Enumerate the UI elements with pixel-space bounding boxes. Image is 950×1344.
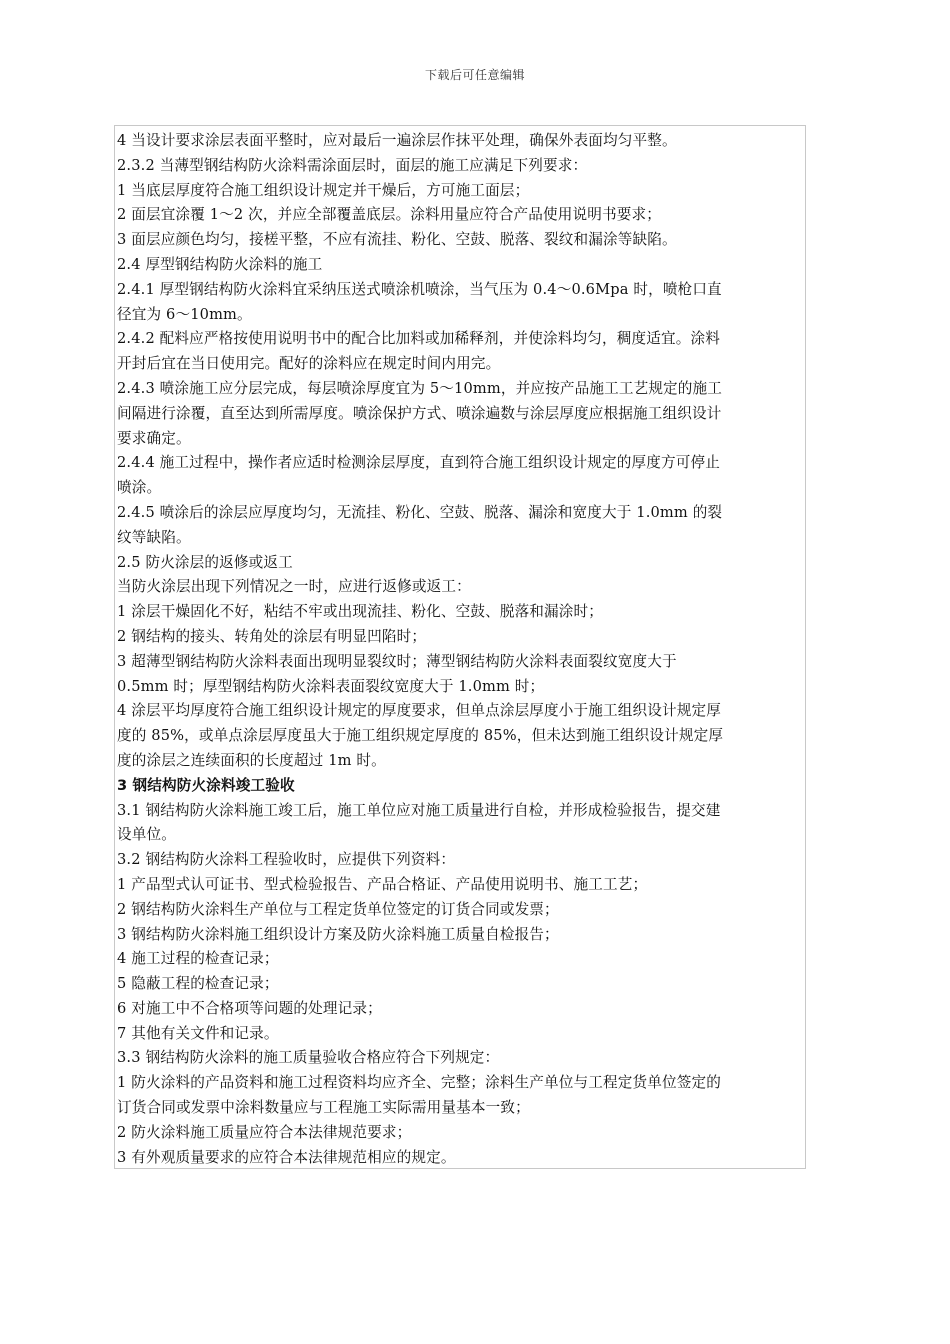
text-line: 7 其他有关文件和记录。 xyxy=(117,1024,279,1042)
text-line: 4 涂层平均厚度符合施工组织设计规定的厚度要求，但单点涂层厚度小于施工组织设计规定厚 xyxy=(117,702,721,720)
text-line: 订货合同或发票中涂料数量应与工程施工实际需用量基本一致； xyxy=(117,1099,530,1117)
text-line: 喷涂。 xyxy=(117,479,162,497)
text-line: 1 产品型式认可证书、型式检验报告、产品合格证、产品使用说明书、施工工艺； xyxy=(117,875,648,893)
text-line: 2 钢结构的接头、转角处的涂层有明显凹陷时； xyxy=(117,627,427,645)
text-line: 2 钢结构防火涂料生产单位与工程定货单位签定的订货合同或发票； xyxy=(117,900,559,918)
text-line: 3.2 钢结构防火涂料工程验收时，应提供下列资料： xyxy=(117,851,456,869)
text-line: 2.5 防火涂层的返修或返工 xyxy=(117,553,293,571)
text-line: 3 超薄型钢结构防火涂料表面出现明显裂纹时；薄型钢结构防火涂料表面裂纹宽度大于 xyxy=(117,652,677,670)
text-line: 设单位。 xyxy=(117,826,176,844)
text-line: 1 当底层厚度符合施工组织设计规定并干燥后，方可施工面层； xyxy=(117,181,530,199)
text-line: 4 施工过程的检查记录； xyxy=(117,950,279,968)
text-line: 0.5mm 时；厚型钢结构防火涂料表面裂纹宽度大于 1.0mm 时； xyxy=(117,677,545,695)
text-line: 2.4.4 施工过程中，操作者应适时检测涂层厚度，直到符合施工组织设计规定的厚度方可停止 xyxy=(117,454,720,472)
text-line: 当防火涂层出现下列情况之一时，应进行返修或返工： xyxy=(117,578,471,596)
text-line: 3.1 钢结构防火涂料施工竣工后，施工单位应对施工质量进行自检，并形成检验报告，提交建 xyxy=(117,801,721,819)
text-line: 2.4.1 厚型钢结构防火涂料宜采纳压送式喷涂机喷涂，当气压为 0.4～0.6Mpa 时，喷枪口直 xyxy=(117,280,722,298)
text-line: 径宜为 6～10mm。 xyxy=(117,305,252,323)
text-line: 要求确定。 xyxy=(117,429,191,447)
text-line: 6 对施工中不合格项等问题的处理记录； xyxy=(117,999,382,1017)
text-line: 3.3 钢结构防火涂料的施工质量验收合格应符合下列规定： xyxy=(117,1049,500,1067)
text-line: 3 面层应颜色均匀，接槎平整，不应有流挂、粉化、空鼓、脱落、裂纹和漏涂等缺陷。 xyxy=(117,231,677,249)
section-heading: 3 钢结构防火涂料竣工验收 xyxy=(117,776,295,794)
text-line: 度的 85%，或单点涂层厚度虽大于施工组织规定厚度的 85%，但未达到施工组织设计规定厚 xyxy=(117,727,724,745)
text-line: 1 涂层干燥固化不好，粘结不牢或出现流挂、粉化、空鼓、脱落和漏涂时； xyxy=(117,603,604,621)
page-header: 下载后可任意编辑 xyxy=(424,68,525,82)
text-line: 2.4.5 喷涂后的涂层应厚度均匀，无流挂、粉化、空鼓、脱落、漏涂和宽度大于 1.0mm 的裂 xyxy=(117,503,723,521)
text-line: 1 防火涂料的产品资料和施工过程资料均应齐全、完整；涂料生产单位与工程定货单位签定的 xyxy=(117,1074,721,1092)
text-line: 2.4 厚型钢结构防火涂料的施工 xyxy=(117,255,323,273)
text-line: 4 当设计要求涂层表面平整时，应对最后一遍涂层作抹平处理，确保外表面均匀平整。 xyxy=(117,132,677,149)
document-body xyxy=(114,125,806,1169)
text-line: 开封后宜在当日使用完。配好的涂料应在规定时间内用完。 xyxy=(117,355,501,373)
text-line: 2.3.2 当薄型钢结构防火涂料需涂面层时，面层的施工应满足下列要求： xyxy=(117,156,588,174)
text-line: 2.4.3 喷涂施工应分层完成，每层喷涂厚度宜为 5～10mm，并应按产品施工工艺规定的施工 xyxy=(117,379,723,397)
text-line: 5 隐蔽工程的检查记录； xyxy=(117,975,279,993)
text-line: 间隔进行涂覆，直至达到所需厚度。喷涂保护方式、喷涂遍数与涂层厚度应根据施工组织设计 xyxy=(117,404,722,422)
text-line: 3 钢结构防火涂料施工组织设计方案及防火涂料施工质量自检报告； xyxy=(117,925,559,943)
text-line: 度的涂层之连续面积的长度超过 1m 时。 xyxy=(117,751,386,769)
text-line: 2.4.2 配料应严格按使用说明书中的配合比加料或加稀释剂，并使涂料均匀，稠度适宜。涂料 xyxy=(117,330,720,348)
text-line: 2 面层宜涂覆 1～2 次，并应全部覆盖底层。涂料用量应符合产品使用说明书要求； xyxy=(117,206,661,224)
text-line: 2 防火涂料施工质量应符合本法律规范要求； xyxy=(117,1123,412,1141)
text-line: 3 有外观质量要求的应符合本法律规范相应的规定。 xyxy=(117,1148,456,1166)
text-line: 纹等缺陷。 xyxy=(117,528,191,546)
